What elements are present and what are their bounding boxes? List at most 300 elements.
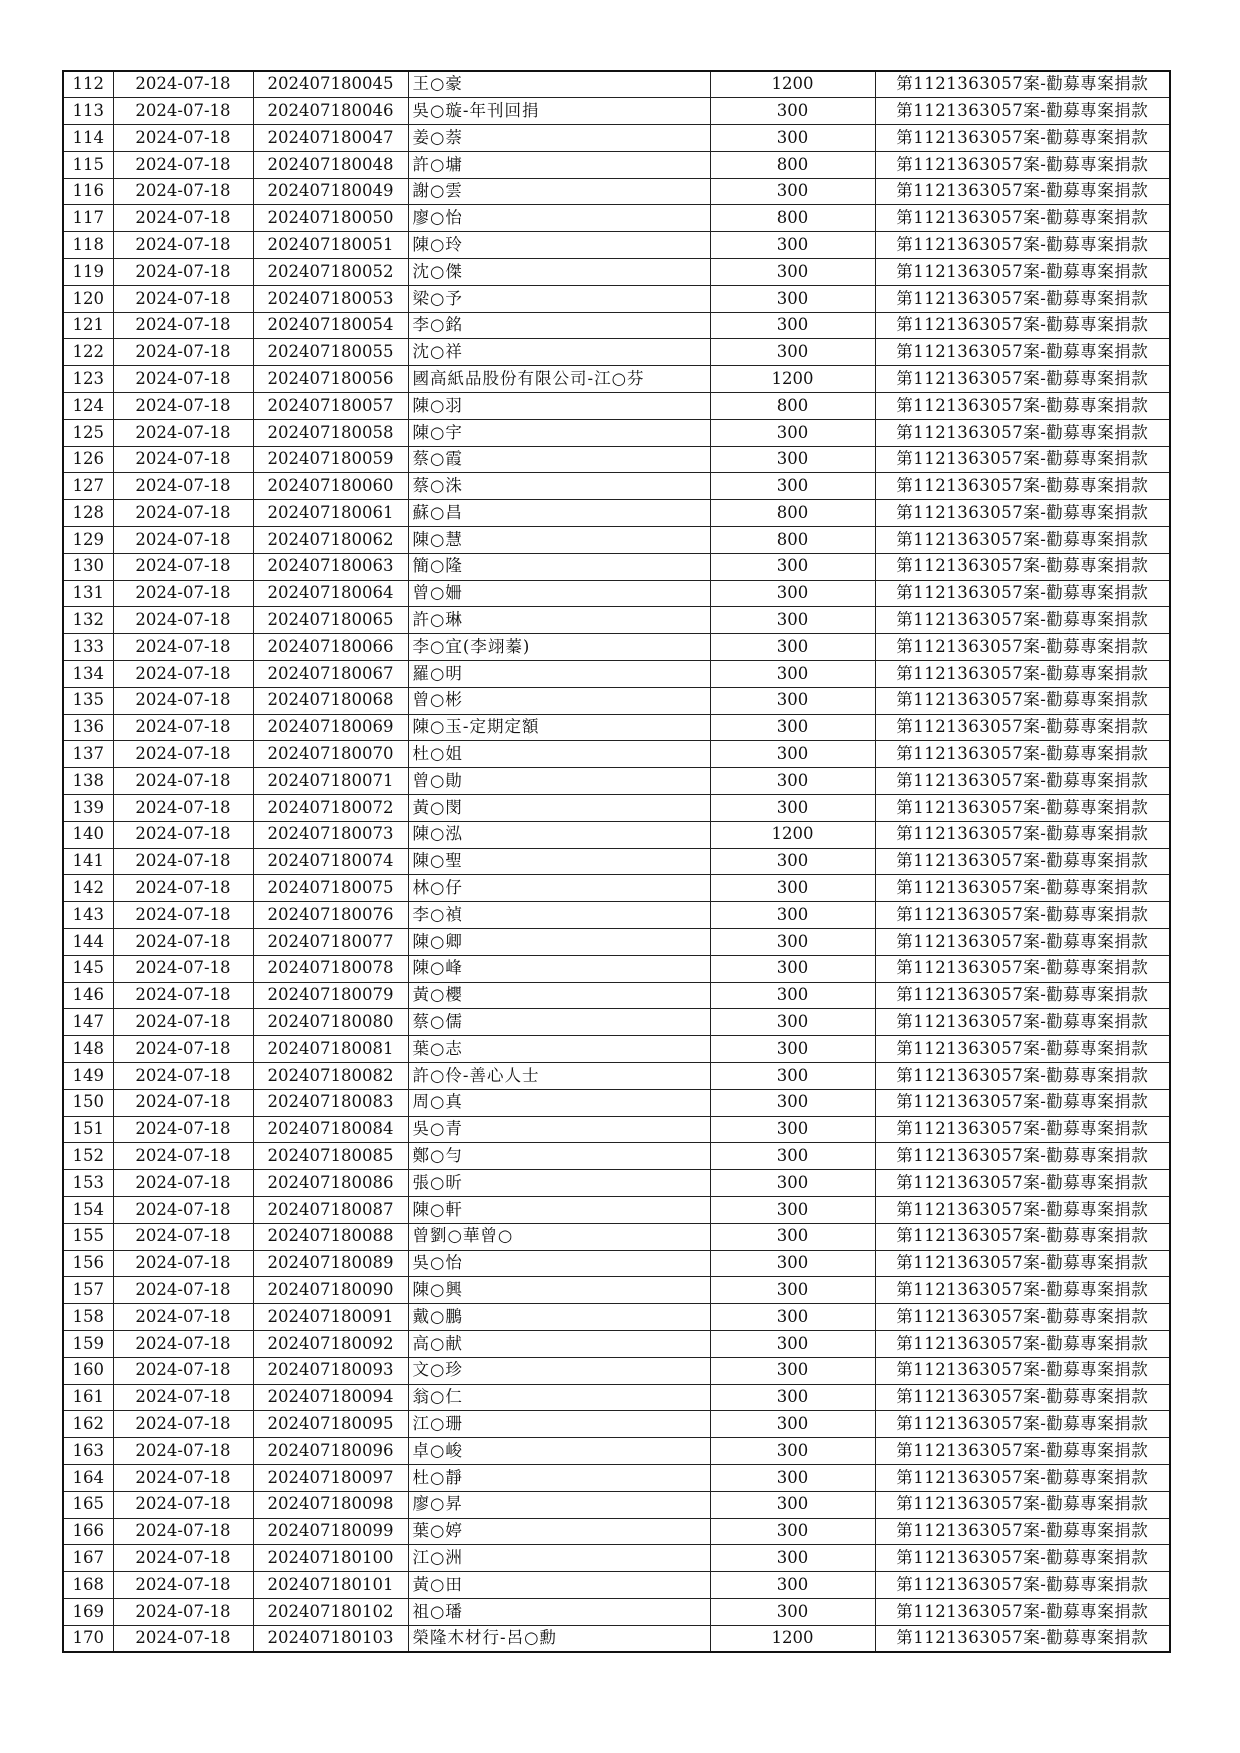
table-row — [63, 285, 1170, 312]
table-row — [63, 98, 1170, 125]
donation-purpose: 第1121363057案-勸募專案捐款 — [875, 768, 1170, 795]
row-number: 129 — [63, 527, 113, 554]
donor-name: 戴○鵬 — [408, 1304, 710, 1331]
row-number: 134 — [63, 661, 113, 688]
donation-date: 2024-07-18 — [113, 125, 253, 152]
donor-name: 國高紙品股份有限公司-江○芬 — [408, 366, 710, 393]
donation-amount: 1200 — [710, 366, 875, 393]
row-number: 132 — [63, 607, 113, 634]
receipt-number: 202407180049 — [253, 178, 408, 205]
table-row — [63, 71, 1170, 98]
table-row — [63, 1464, 1170, 1491]
row-number: 141 — [63, 848, 113, 875]
donation-amount: 300 — [710, 875, 875, 902]
donation-date: 2024-07-18 — [113, 580, 253, 607]
receipt-number: 202407180092 — [253, 1330, 408, 1357]
donation-date: 2024-07-18 — [113, 1223, 253, 1250]
row-number: 138 — [63, 768, 113, 795]
donation-date: 2024-07-18 — [113, 1438, 253, 1465]
donor-name: 曾○彬 — [408, 687, 710, 714]
row-number: 140 — [63, 821, 113, 848]
donation-purpose: 第1121363057案-勸募專案捐款 — [875, 848, 1170, 875]
donation-purpose: 第1121363057案-勸募專案捐款 — [875, 1384, 1170, 1411]
donation-purpose: 第1121363057案-勸募專案捐款 — [875, 259, 1170, 286]
donation-purpose: 第1121363057案-勸募專案捐款 — [875, 71, 1170, 98]
donor-name: 黃○閔 — [408, 795, 710, 822]
donation-purpose: 第1121363057案-勸募專案捐款 — [875, 1196, 1170, 1223]
receipt-number: 202407180064 — [253, 580, 408, 607]
donation-amount: 300 — [710, 259, 875, 286]
receipt-number: 202407180085 — [253, 1143, 408, 1170]
donation-date: 2024-07-18 — [113, 875, 253, 902]
donation-amount: 800 — [710, 393, 875, 420]
donor-name: 陳○泓 — [408, 821, 710, 848]
donation-date: 2024-07-18 — [113, 419, 253, 446]
donation-amount: 300 — [710, 1357, 875, 1384]
donation-amount: 300 — [710, 1304, 875, 1331]
donor-name: 李○禎 — [408, 902, 710, 929]
donor-name: 沈○祥 — [408, 339, 710, 366]
table-row — [63, 178, 1170, 205]
donation-amount: 300 — [710, 741, 875, 768]
donation-amount: 300 — [710, 473, 875, 500]
row-number: 151 — [63, 1116, 113, 1143]
donation-amount: 300 — [710, 419, 875, 446]
receipt-number: 202407180050 — [253, 205, 408, 232]
donation-purpose: 第1121363057案-勸募專案捐款 — [875, 634, 1170, 661]
receipt-number: 202407180054 — [253, 312, 408, 339]
receipt-number: 202407180102 — [253, 1598, 408, 1625]
donation-date: 2024-07-18 — [113, 527, 253, 554]
donor-name: 吳○青 — [408, 1116, 710, 1143]
donation-date: 2024-07-18 — [113, 312, 253, 339]
donor-name: 陳○興 — [408, 1277, 710, 1304]
table-row — [63, 1518, 1170, 1545]
receipt-number: 202407180068 — [253, 687, 408, 714]
row-number: 164 — [63, 1464, 113, 1491]
row-number: 119 — [63, 259, 113, 286]
donation-date: 2024-07-18 — [113, 607, 253, 634]
donation-amount: 800 — [710, 205, 875, 232]
receipt-number: 202407180051 — [253, 232, 408, 259]
donation-amount: 300 — [710, 1491, 875, 1518]
donation-amount: 300 — [710, 661, 875, 688]
row-number: 118 — [63, 232, 113, 259]
receipt-number: 202407180094 — [253, 1384, 408, 1411]
donation-purpose: 第1121363057案-勸募專案捐款 — [875, 1518, 1170, 1545]
donation-amount: 300 — [710, 1089, 875, 1116]
donation-amount: 300 — [710, 1545, 875, 1572]
row-number: 159 — [63, 1330, 113, 1357]
donation-date: 2024-07-18 — [113, 1491, 253, 1518]
donor-name: 陳○峰 — [408, 955, 710, 982]
row-number: 128 — [63, 500, 113, 527]
donor-name: 蔡○洙 — [408, 473, 710, 500]
donation-amount: 300 — [710, 1143, 875, 1170]
donation-amount: 300 — [710, 339, 875, 366]
donation-purpose: 第1121363057案-勸募專案捐款 — [875, 661, 1170, 688]
table-row — [63, 1223, 1170, 1250]
donation-date: 2024-07-18 — [113, 1572, 253, 1599]
donation-date: 2024-07-18 — [113, 1143, 253, 1170]
donation-date: 2024-07-18 — [113, 821, 253, 848]
table-row — [63, 1411, 1170, 1438]
donation-amount: 300 — [710, 1277, 875, 1304]
donor-name: 江○珊 — [408, 1411, 710, 1438]
donor-name: 曾劉○華曾○ — [408, 1223, 710, 1250]
donation-purpose: 第1121363057案-勸募專案捐款 — [875, 232, 1170, 259]
donor-name: 李○宜(李翊蓁) — [408, 634, 710, 661]
donation-purpose: 第1121363057案-勸募專案捐款 — [875, 312, 1170, 339]
donation-amount: 300 — [710, 1223, 875, 1250]
donation-date: 2024-07-18 — [113, 1545, 253, 1572]
donation-date: 2024-07-18 — [113, 366, 253, 393]
donation-purpose: 第1121363057案-勸募專案捐款 — [875, 339, 1170, 366]
donation-date: 2024-07-18 — [113, 339, 253, 366]
row-number: 126 — [63, 446, 113, 473]
donation-purpose: 第1121363057案-勸募專案捐款 — [875, 1464, 1170, 1491]
donation-date: 2024-07-18 — [113, 98, 253, 125]
table-row — [63, 607, 1170, 634]
donation-purpose: 第1121363057案-勸募專案捐款 — [875, 553, 1170, 580]
donation-purpose: 第1121363057案-勸募專案捐款 — [875, 1357, 1170, 1384]
donation-date: 2024-07-18 — [113, 982, 253, 1009]
donation-purpose: 第1121363057案-勸募專案捐款 — [875, 1170, 1170, 1197]
donor-name: 榮隆木材行-呂○勳 — [408, 1625, 710, 1652]
receipt-number: 202407180060 — [253, 473, 408, 500]
donation-purpose: 第1121363057案-勸募專案捐款 — [875, 98, 1170, 125]
receipt-number: 202407180100 — [253, 1545, 408, 1572]
donor-name: 林○仔 — [408, 875, 710, 902]
receipt-number: 202407180073 — [253, 821, 408, 848]
table-row — [63, 1170, 1170, 1197]
donor-name: 廖○怡 — [408, 205, 710, 232]
row-number: 155 — [63, 1223, 113, 1250]
donor-name: 吳○璇-年刊回捐 — [408, 98, 710, 125]
donation-amount: 300 — [710, 285, 875, 312]
donation-purpose: 第1121363057案-勸募專案捐款 — [875, 527, 1170, 554]
donor-name: 黃○田 — [408, 1572, 710, 1599]
donor-name: 曾○姍 — [408, 580, 710, 607]
table-row — [63, 1062, 1170, 1089]
donation-purpose: 第1121363057案-勸募專案捐款 — [875, 446, 1170, 473]
donation-date: 2024-07-18 — [113, 259, 253, 286]
donation-purpose: 第1121363057案-勸募專案捐款 — [875, 741, 1170, 768]
donation-date: 2024-07-18 — [113, 1062, 253, 1089]
donation-purpose: 第1121363057案-勸募專案捐款 — [875, 1438, 1170, 1465]
donor-name: 蔡○儒 — [408, 1009, 710, 1036]
receipt-number: 202407180099 — [253, 1518, 408, 1545]
row-number: 124 — [63, 393, 113, 420]
table-row — [63, 125, 1170, 152]
row-number: 135 — [63, 687, 113, 714]
donation-purpose: 第1121363057案-勸募專案捐款 — [875, 1330, 1170, 1357]
donor-name: 王○豪 — [408, 71, 710, 98]
row-number: 146 — [63, 982, 113, 1009]
row-number: 114 — [63, 125, 113, 152]
table-row — [63, 259, 1170, 286]
donor-name: 杜○靜 — [408, 1464, 710, 1491]
donation-date: 2024-07-18 — [113, 634, 253, 661]
receipt-number: 202407180056 — [253, 366, 408, 393]
donation-date: 2024-07-18 — [113, 151, 253, 178]
donation-date: 2024-07-18 — [113, 955, 253, 982]
donation-purpose: 第1121363057案-勸募專案捐款 — [875, 821, 1170, 848]
donation-table — [62, 70, 1171, 1653]
donor-name: 葉○婷 — [408, 1518, 710, 1545]
donation-purpose: 第1121363057案-勸募專案捐款 — [875, 580, 1170, 607]
donation-purpose: 第1121363057案-勸募專案捐款 — [875, 795, 1170, 822]
donation-amount: 300 — [710, 1036, 875, 1063]
table-row — [63, 1036, 1170, 1063]
table-row — [63, 875, 1170, 902]
row-number: 166 — [63, 1518, 113, 1545]
donation-amount: 1200 — [710, 71, 875, 98]
receipt-number: 202407180096 — [253, 1438, 408, 1465]
donation-amount: 300 — [710, 1330, 875, 1357]
donation-amount: 300 — [710, 1062, 875, 1089]
table-row — [63, 1438, 1170, 1465]
table-row — [63, 419, 1170, 446]
receipt-number: 202407180062 — [253, 527, 408, 554]
donation-date: 2024-07-18 — [113, 929, 253, 956]
table-row — [63, 1116, 1170, 1143]
row-number: 117 — [63, 205, 113, 232]
row-number: 158 — [63, 1304, 113, 1331]
receipt-number: 202407180053 — [253, 285, 408, 312]
donor-name: 謝○雲 — [408, 178, 710, 205]
donor-name: 周○真 — [408, 1089, 710, 1116]
row-number: 143 — [63, 902, 113, 929]
row-number: 167 — [63, 1545, 113, 1572]
row-number: 147 — [63, 1009, 113, 1036]
table-row — [63, 687, 1170, 714]
table-row — [63, 929, 1170, 956]
donation-amount: 800 — [710, 500, 875, 527]
donation-purpose: 第1121363057案-勸募專案捐款 — [875, 714, 1170, 741]
row-number: 150 — [63, 1089, 113, 1116]
table-row — [63, 848, 1170, 875]
receipt-number: 202407180059 — [253, 446, 408, 473]
row-number: 121 — [63, 312, 113, 339]
donation-date: 2024-07-18 — [113, 1304, 253, 1331]
receipt-number: 202407180083 — [253, 1089, 408, 1116]
table-row — [63, 1545, 1170, 1572]
table-row — [63, 982, 1170, 1009]
donation-date: 2024-07-18 — [113, 714, 253, 741]
row-number: 170 — [63, 1625, 113, 1652]
receipt-number: 202407180045 — [253, 71, 408, 98]
table-row — [63, 205, 1170, 232]
donor-name: 許○琳 — [408, 607, 710, 634]
donor-name: 陳○軒 — [408, 1196, 710, 1223]
donation-date: 2024-07-18 — [113, 205, 253, 232]
donation-amount: 300 — [710, 929, 875, 956]
row-number: 162 — [63, 1411, 113, 1438]
table-row — [63, 232, 1170, 259]
donation-purpose: 第1121363057案-勸募專案捐款 — [875, 1491, 1170, 1518]
receipt-number: 202407180093 — [253, 1357, 408, 1384]
table-row — [63, 500, 1170, 527]
row-number: 122 — [63, 339, 113, 366]
donation-date: 2024-07-18 — [113, 661, 253, 688]
donation-purpose: 第1121363057案-勸募專案捐款 — [875, 1625, 1170, 1652]
table-row — [63, 1572, 1170, 1599]
donation-purpose: 第1121363057案-勸募專案捐款 — [875, 500, 1170, 527]
receipt-number: 202407180065 — [253, 607, 408, 634]
table-row — [63, 1143, 1170, 1170]
table-row — [63, 741, 1170, 768]
donor-name: 文○珍 — [408, 1357, 710, 1384]
receipt-number: 202407180087 — [253, 1196, 408, 1223]
donation-amount: 300 — [710, 1438, 875, 1465]
donation-date: 2024-07-18 — [113, 446, 253, 473]
donation-purpose: 第1121363057案-勸募專案捐款 — [875, 151, 1170, 178]
receipt-number: 202407180058 — [253, 419, 408, 446]
donation-amount: 300 — [710, 1572, 875, 1599]
row-number: 149 — [63, 1062, 113, 1089]
donation-purpose: 第1121363057案-勸募專案捐款 — [875, 1062, 1170, 1089]
table-row — [63, 1089, 1170, 1116]
row-number: 116 — [63, 178, 113, 205]
donation-date: 2024-07-18 — [113, 1170, 253, 1197]
donation-date: 2024-07-18 — [113, 848, 253, 875]
donation-amount: 300 — [710, 1384, 875, 1411]
row-number: 125 — [63, 419, 113, 446]
receipt-number: 202407180090 — [253, 1277, 408, 1304]
donation-date: 2024-07-18 — [113, 1598, 253, 1625]
donor-name: 姜○萘 — [408, 125, 710, 152]
donation-purpose: 第1121363057案-勸募專案捐款 — [875, 1089, 1170, 1116]
donation-amount: 300 — [710, 580, 875, 607]
table-row — [63, 312, 1170, 339]
donation-purpose: 第1121363057案-勸募專案捐款 — [875, 929, 1170, 956]
donation-date: 2024-07-18 — [113, 232, 253, 259]
donation-purpose: 第1121363057案-勸募專案捐款 — [875, 1250, 1170, 1277]
table-row — [63, 151, 1170, 178]
receipt-number: 202407180098 — [253, 1491, 408, 1518]
row-number: 156 — [63, 1250, 113, 1277]
donation-date: 2024-07-18 — [113, 1384, 253, 1411]
receipt-number: 202407180061 — [253, 500, 408, 527]
row-number: 144 — [63, 929, 113, 956]
donation-amount: 300 — [710, 1009, 875, 1036]
table-row — [63, 553, 1170, 580]
donation-date: 2024-07-18 — [113, 1464, 253, 1491]
row-number: 130 — [63, 553, 113, 580]
receipt-number: 202407180082 — [253, 1062, 408, 1089]
donor-name: 沈○傑 — [408, 259, 710, 286]
row-number: 153 — [63, 1170, 113, 1197]
table-row — [63, 1384, 1170, 1411]
receipt-number: 202407180071 — [253, 768, 408, 795]
donation-amount: 300 — [710, 768, 875, 795]
donation-amount: 800 — [710, 527, 875, 554]
donation-date: 2024-07-18 — [113, 500, 253, 527]
donation-date: 2024-07-18 — [113, 768, 253, 795]
donation-date: 2024-07-18 — [113, 741, 253, 768]
donation-date: 2024-07-18 — [113, 1330, 253, 1357]
table-row — [63, 821, 1170, 848]
donation-purpose: 第1121363057案-勸募專案捐款 — [875, 875, 1170, 902]
donation-amount: 300 — [710, 1598, 875, 1625]
receipt-number: 202407180055 — [253, 339, 408, 366]
donation-purpose: 第1121363057案-勸募專案捐款 — [875, 419, 1170, 446]
donor-name: 張○昕 — [408, 1170, 710, 1197]
donation-purpose: 第1121363057案-勸募專案捐款 — [875, 1277, 1170, 1304]
donation-amount: 300 — [710, 1518, 875, 1545]
donation-amount: 300 — [710, 607, 875, 634]
donation-date: 2024-07-18 — [113, 1518, 253, 1545]
donor-name: 葉○志 — [408, 1036, 710, 1063]
receipt-number: 202407180070 — [253, 741, 408, 768]
donation-amount: 300 — [710, 232, 875, 259]
receipt-number: 202407180066 — [253, 634, 408, 661]
table-row — [63, 1491, 1170, 1518]
donation-purpose: 第1121363057案-勸募專案捐款 — [875, 205, 1170, 232]
donation-sheet — [62, 70, 1169, 1653]
receipt-number: 202407180076 — [253, 902, 408, 929]
row-number: 113 — [63, 98, 113, 125]
donor-name: 許○伶-善心人士 — [408, 1062, 710, 1089]
donation-purpose: 第1121363057案-勸募專案捐款 — [875, 393, 1170, 420]
table-row — [63, 527, 1170, 554]
receipt-number: 202407180081 — [253, 1036, 408, 1063]
donor-name: 陳○玉-定期定額 — [408, 714, 710, 741]
donation-date: 2024-07-18 — [113, 902, 253, 929]
table-row — [63, 446, 1170, 473]
donation-date: 2024-07-18 — [113, 1036, 253, 1063]
donation-table-body — [63, 71, 1170, 1652]
donor-name: 蔡○霞 — [408, 446, 710, 473]
donation-amount: 800 — [710, 151, 875, 178]
row-number: 115 — [63, 151, 113, 178]
donation-amount: 300 — [710, 446, 875, 473]
donation-amount: 300 — [710, 687, 875, 714]
donation-purpose: 第1121363057案-勸募專案捐款 — [875, 1545, 1170, 1572]
receipt-number: 202407180089 — [253, 1250, 408, 1277]
donation-purpose: 第1121363057案-勸募專案捐款 — [875, 1143, 1170, 1170]
donation-date: 2024-07-18 — [113, 393, 253, 420]
donor-name: 杜○姐 — [408, 741, 710, 768]
donation-amount: 300 — [710, 553, 875, 580]
donation-amount: 300 — [710, 634, 875, 661]
donation-amount: 1200 — [710, 821, 875, 848]
donation-purpose: 第1121363057案-勸募專案捐款 — [875, 955, 1170, 982]
donor-name: 高○献 — [408, 1330, 710, 1357]
donation-purpose: 第1121363057案-勸募專案捐款 — [875, 366, 1170, 393]
donation-purpose: 第1121363057案-勸募專案捐款 — [875, 1572, 1170, 1599]
table-row — [63, 902, 1170, 929]
row-number: 163 — [63, 1438, 113, 1465]
row-number: 154 — [63, 1196, 113, 1223]
donation-amount: 300 — [710, 1196, 875, 1223]
donation-date: 2024-07-18 — [113, 71, 253, 98]
donation-purpose: 第1121363057案-勸募專案捐款 — [875, 1116, 1170, 1143]
receipt-number: 202407180103 — [253, 1625, 408, 1652]
receipt-number: 202407180072 — [253, 795, 408, 822]
receipt-number: 202407180057 — [253, 393, 408, 420]
donation-purpose: 第1121363057案-勸募專案捐款 — [875, 1036, 1170, 1063]
receipt-number: 202407180063 — [253, 553, 408, 580]
donor-name: 鄭○勻 — [408, 1143, 710, 1170]
donor-name: 江○洲 — [408, 1545, 710, 1572]
donor-name: 翁○仁 — [408, 1384, 710, 1411]
donation-purpose: 第1121363057案-勸募專案捐款 — [875, 125, 1170, 152]
receipt-number: 202407180080 — [253, 1009, 408, 1036]
receipt-number: 202407180078 — [253, 955, 408, 982]
donor-name: 梁○予 — [408, 285, 710, 312]
